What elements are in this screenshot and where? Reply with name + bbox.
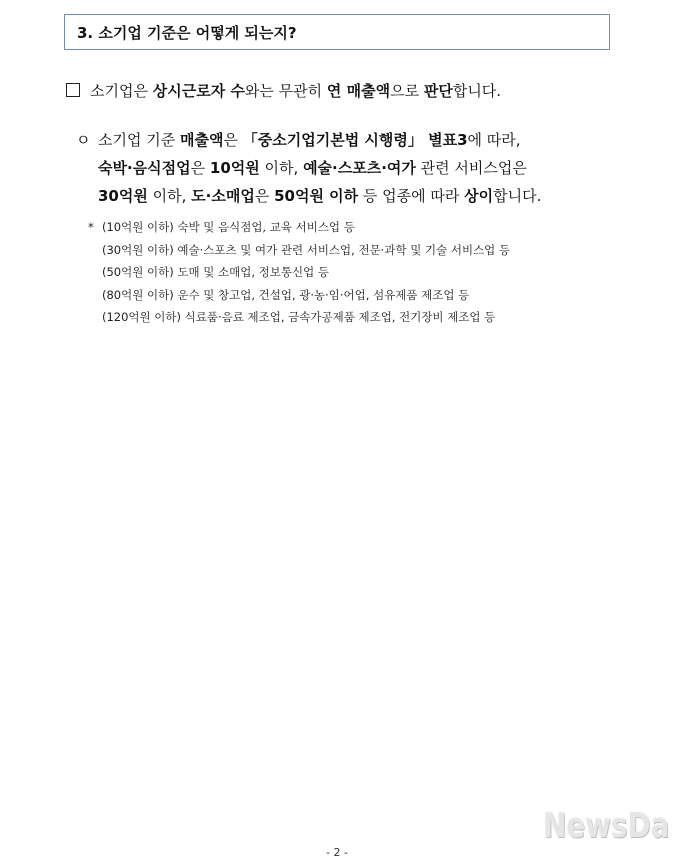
text-run: 에 따라, [467, 131, 521, 149]
footnote-text: (50억원 이하) 도매 및 소매업, 정보통신업 등 [102, 265, 329, 279]
footnote-item [88, 261, 628, 284]
bold-text-run: 상시근로자 수 [152, 82, 245, 100]
bold-text-run: 판단 [423, 82, 453, 100]
main-heading [66, 80, 626, 102]
footnote-text: (10억원 이하) 숙박 및 음식점업, 교육 서비스업 등 [102, 220, 355, 234]
footnote-item [88, 239, 628, 262]
bold-text-run: 30억원 [98, 187, 148, 205]
text-run: 소기업은 [90, 82, 153, 100]
section-title-box [64, 14, 610, 50]
paragraph-line-3 [76, 182, 636, 210]
paragraph-line-3-text [98, 187, 541, 205]
footnotes [88, 216, 628, 329]
text-run: 합니다. [452, 82, 502, 100]
text-run: 으로 [390, 82, 424, 100]
footnote-item [88, 284, 628, 307]
footnote-text: (80억원 이하) 운수 및 창고업, 건설업, 광·농·임·어업, 섬유제품 제조업 등 [102, 287, 470, 302]
text-run: 와는 무관히 [244, 82, 327, 100]
bold-text-run: 상이 [464, 187, 494, 205]
text-run: 은 [190, 159, 210, 177]
square-bullet-icon [66, 83, 80, 97]
bold-text-run: 50억원 이하 [274, 187, 359, 205]
text-run: 은 [223, 131, 243, 149]
bold-text-run: 「중소기업기본법 시행령」 별표3 [242, 131, 468, 149]
bold-text-run: 예술·스포츠·여가 [303, 159, 416, 177]
circle-bullet-icon: ㅇ [76, 131, 91, 149]
paragraph-line-1 [76, 126, 636, 154]
page-number: - 2 - [326, 846, 348, 859]
paragraph-line-1-text [98, 131, 521, 149]
footnote-text: (30억원 이하) 예술·스포츠 및 여가 관련 서비스업, 전문·과학 및 기술 서비스업 등 [102, 242, 511, 257]
paragraph-line-2-text [98, 159, 527, 177]
text-run: 이하, [147, 187, 192, 205]
bold-text-run: 숙박·음식점업 [98, 159, 191, 177]
footnote-item [88, 306, 628, 329]
text-run: 이하, [259, 159, 304, 177]
footnote-text: (120억원 이하) 식료품·음료 제조업, 금속가공제품 제조업, 전기장비 제조업 등 [102, 310, 496, 324]
heading-text [90, 82, 501, 100]
section-title: 3. 소기업 기준은 어떻게 되는지? [77, 23, 297, 42]
footnote-marker: * [88, 220, 94, 234]
newsda-watermark-logo: NewsDa [543, 806, 670, 846]
text-run: 소기업 기준 [98, 131, 180, 149]
text-run: 관련 서비스업은 [415, 159, 527, 177]
bold-text-run: 연 매출액 [326, 82, 391, 100]
paragraph-line-2 [76, 154, 636, 182]
text-run: 합니다. [493, 187, 542, 205]
text-run: 등 업종에 따라 [358, 187, 465, 205]
bold-text-run: 도·소매업 [191, 187, 255, 205]
bold-text-run: 10억원 [209, 159, 260, 177]
bold-text-run: 매출액 [180, 131, 224, 149]
footnote-item [88, 216, 628, 239]
criteria-paragraph [76, 126, 636, 210]
text-run: 은 [254, 187, 275, 205]
